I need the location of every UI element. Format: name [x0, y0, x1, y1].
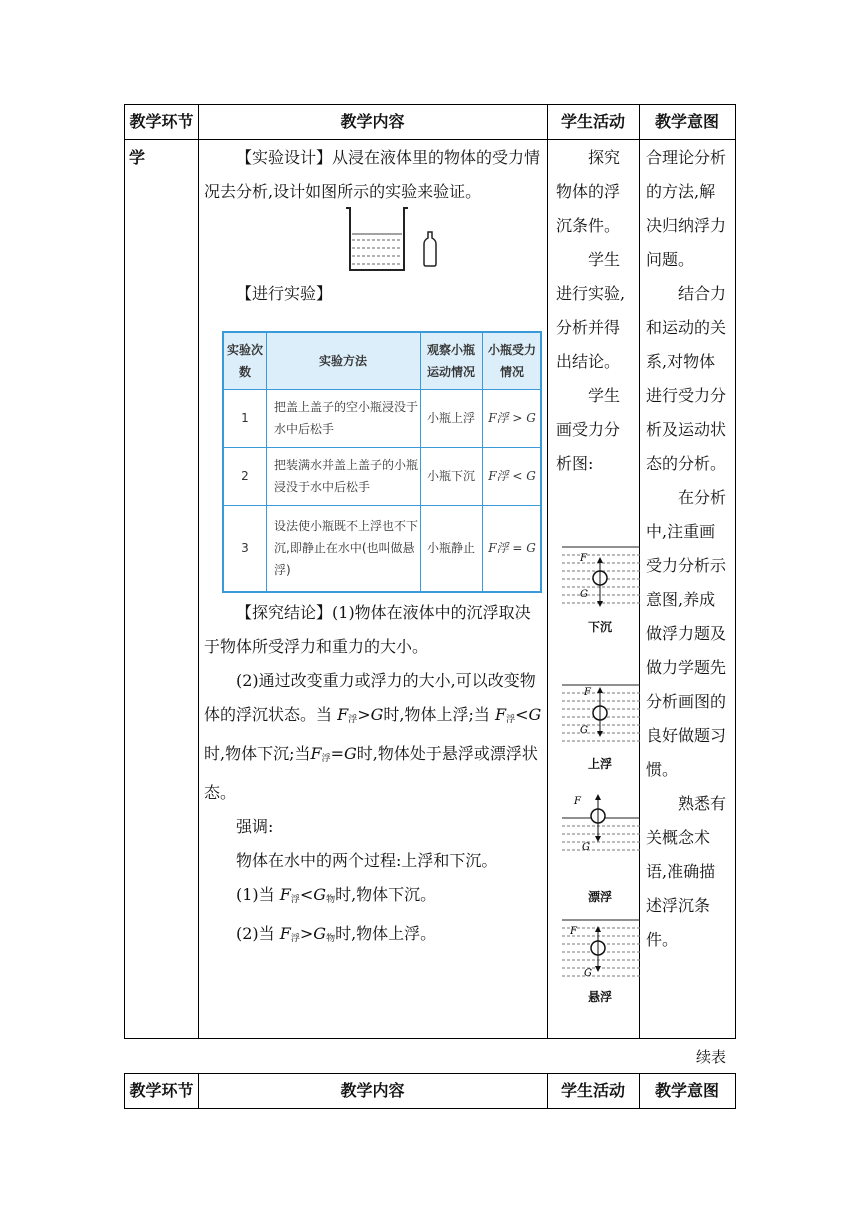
proceed-experiment: 【进行实验】 [236, 284, 333, 303]
diagram-label-floating: 漂浮 [587, 890, 612, 904]
two-process: 物体在水中的两个过程:上浮和下沉。 [236, 851, 498, 870]
exp-header-observe: 观察小瓶运动情况 [426, 343, 475, 379]
header2-teaching-intent: 教学意图 [654, 1081, 719, 1100]
exp-row-3-force: F浮 = G [488, 541, 536, 555]
case-1: (1)当 $F_浮<G_物$时,物体下沉。 [236, 885, 437, 905]
svg-text:G: G [582, 842, 590, 853]
experiment-design [204, 141, 544, 209]
header-student-activity: 学生活动 [560, 112, 625, 131]
exp-row-2-method: 把装满水并盖上盖子的小瓶浸没于水中后松手 [274, 458, 419, 494]
exp-row-2-observe: 小瓶下沉 [426, 469, 475, 483]
header2-teaching-stage: 教学环节 [129, 1081, 194, 1100]
exp-row-2-no: 2 [241, 469, 249, 483]
header2-student-activity: 学生活动 [560, 1081, 625, 1100]
exp-row-1-observe: 小瓶上浮 [426, 411, 475, 425]
section-label: 学 [129, 148, 146, 167]
diagram-rising [562, 683, 640, 753]
exp-header-method: 实验方法 [318, 354, 367, 368]
continued-table [124, 1073, 736, 1109]
diagram-floating [562, 790, 640, 860]
emphasis: 强调: [236, 817, 274, 836]
svg-text:F: F [574, 796, 581, 807]
exp-row-3-no: 3 [241, 541, 249, 555]
intent-2: 结合力和运动的关系,对物体进行受力分析及运动状态的分析。 [646, 284, 727, 473]
activity-3: 学生画受力分析图: [556, 386, 621, 473]
header2-teaching-content: 教学内容 [340, 1081, 405, 1100]
svg-text:G: G [584, 968, 592, 979]
diagram-label-rising: 上浮 [587, 757, 612, 771]
activity-1: 探究物体的浮沉条件。 [556, 148, 621, 235]
header-teaching-intent: 教学意图 [654, 112, 719, 131]
conclusions [204, 596, 546, 956]
beaker-bottle-illustration [340, 204, 440, 276]
teaching-intent [646, 141, 730, 957]
experiment-table [222, 331, 542, 593]
exp-row-1-force: F浮 > G [488, 411, 536, 425]
case-2: (2)当 $F_浮>G_物$时,物体上浮。 [236, 924, 437, 944]
continued-label: 续表 [696, 1048, 727, 1066]
exp-header-number: 实验次数 [226, 343, 263, 379]
activity-2: 学生进行实验,分析并得出结论。 [556, 250, 626, 371]
diagram-label-suspended: 悬浮 [587, 990, 612, 1004]
design-text: 从浸在液体里的物体的受力情况去分析,设计如图所示的实验来验证。 [204, 148, 541, 201]
diagram-suspended [562, 918, 640, 988]
student-activity [556, 141, 630, 481]
svg-text:G: G [580, 589, 588, 600]
design-title: 【实验设计】 [236, 148, 333, 167]
exp-row-2-force: F浮 < G [488, 469, 536, 483]
exp-row-3-observe: 小瓶静止 [426, 541, 475, 555]
svg-text:F: F [584, 687, 591, 698]
exp-row-1-method: 把盖上盖子的空小瓶浸没于水中后松手 [274, 400, 419, 436]
header-teaching-stage: 教学环节 [129, 112, 194, 131]
header-teaching-content: 教学内容 [340, 112, 405, 131]
intent-4: 熟悉有关概念术语,准确描述浮沉条件。 [646, 794, 727, 949]
intent-3: 在分析中,注重画受力分析示意图,养成做浮力题及做力学题先分析画图的良好做题习惯。 [646, 488, 727, 779]
exp-row-3-method: 设法使小瓶既不上浮也不下沉,即静止在水中(也叫做悬浮) [274, 519, 419, 577]
exp-header-force: 小瓶受力情况 [487, 343, 536, 379]
svg-text:F: F [580, 553, 587, 564]
diagram-label-sinking: 下沉 [587, 620, 612, 634]
conclusion-1: (1)物体在液体中的沉浮取决于物体所受浮力和重力的大小。 [204, 603, 531, 656]
conclusion-title: 【探究结论】 [236, 603, 333, 622]
exp-row-1-no: 1 [241, 411, 249, 425]
svg-text:G: G [580, 725, 588, 736]
svg-text:F: F [570, 926, 577, 937]
conclusion-2: (2)通过改变重力或浮力的大小,可以改变物体的浮沉状态。当 $F_浮>G$时,物体上浮;当 $F_浮<G$时,物体下沉;当$F_浮=G$时,物体处于悬浮或漂浮状态。 [204, 671, 542, 802]
intent-1: 合理论分析的方法,解决归纳浮力问题。 [646, 148, 727, 269]
diagram-sinking [562, 545, 640, 615]
